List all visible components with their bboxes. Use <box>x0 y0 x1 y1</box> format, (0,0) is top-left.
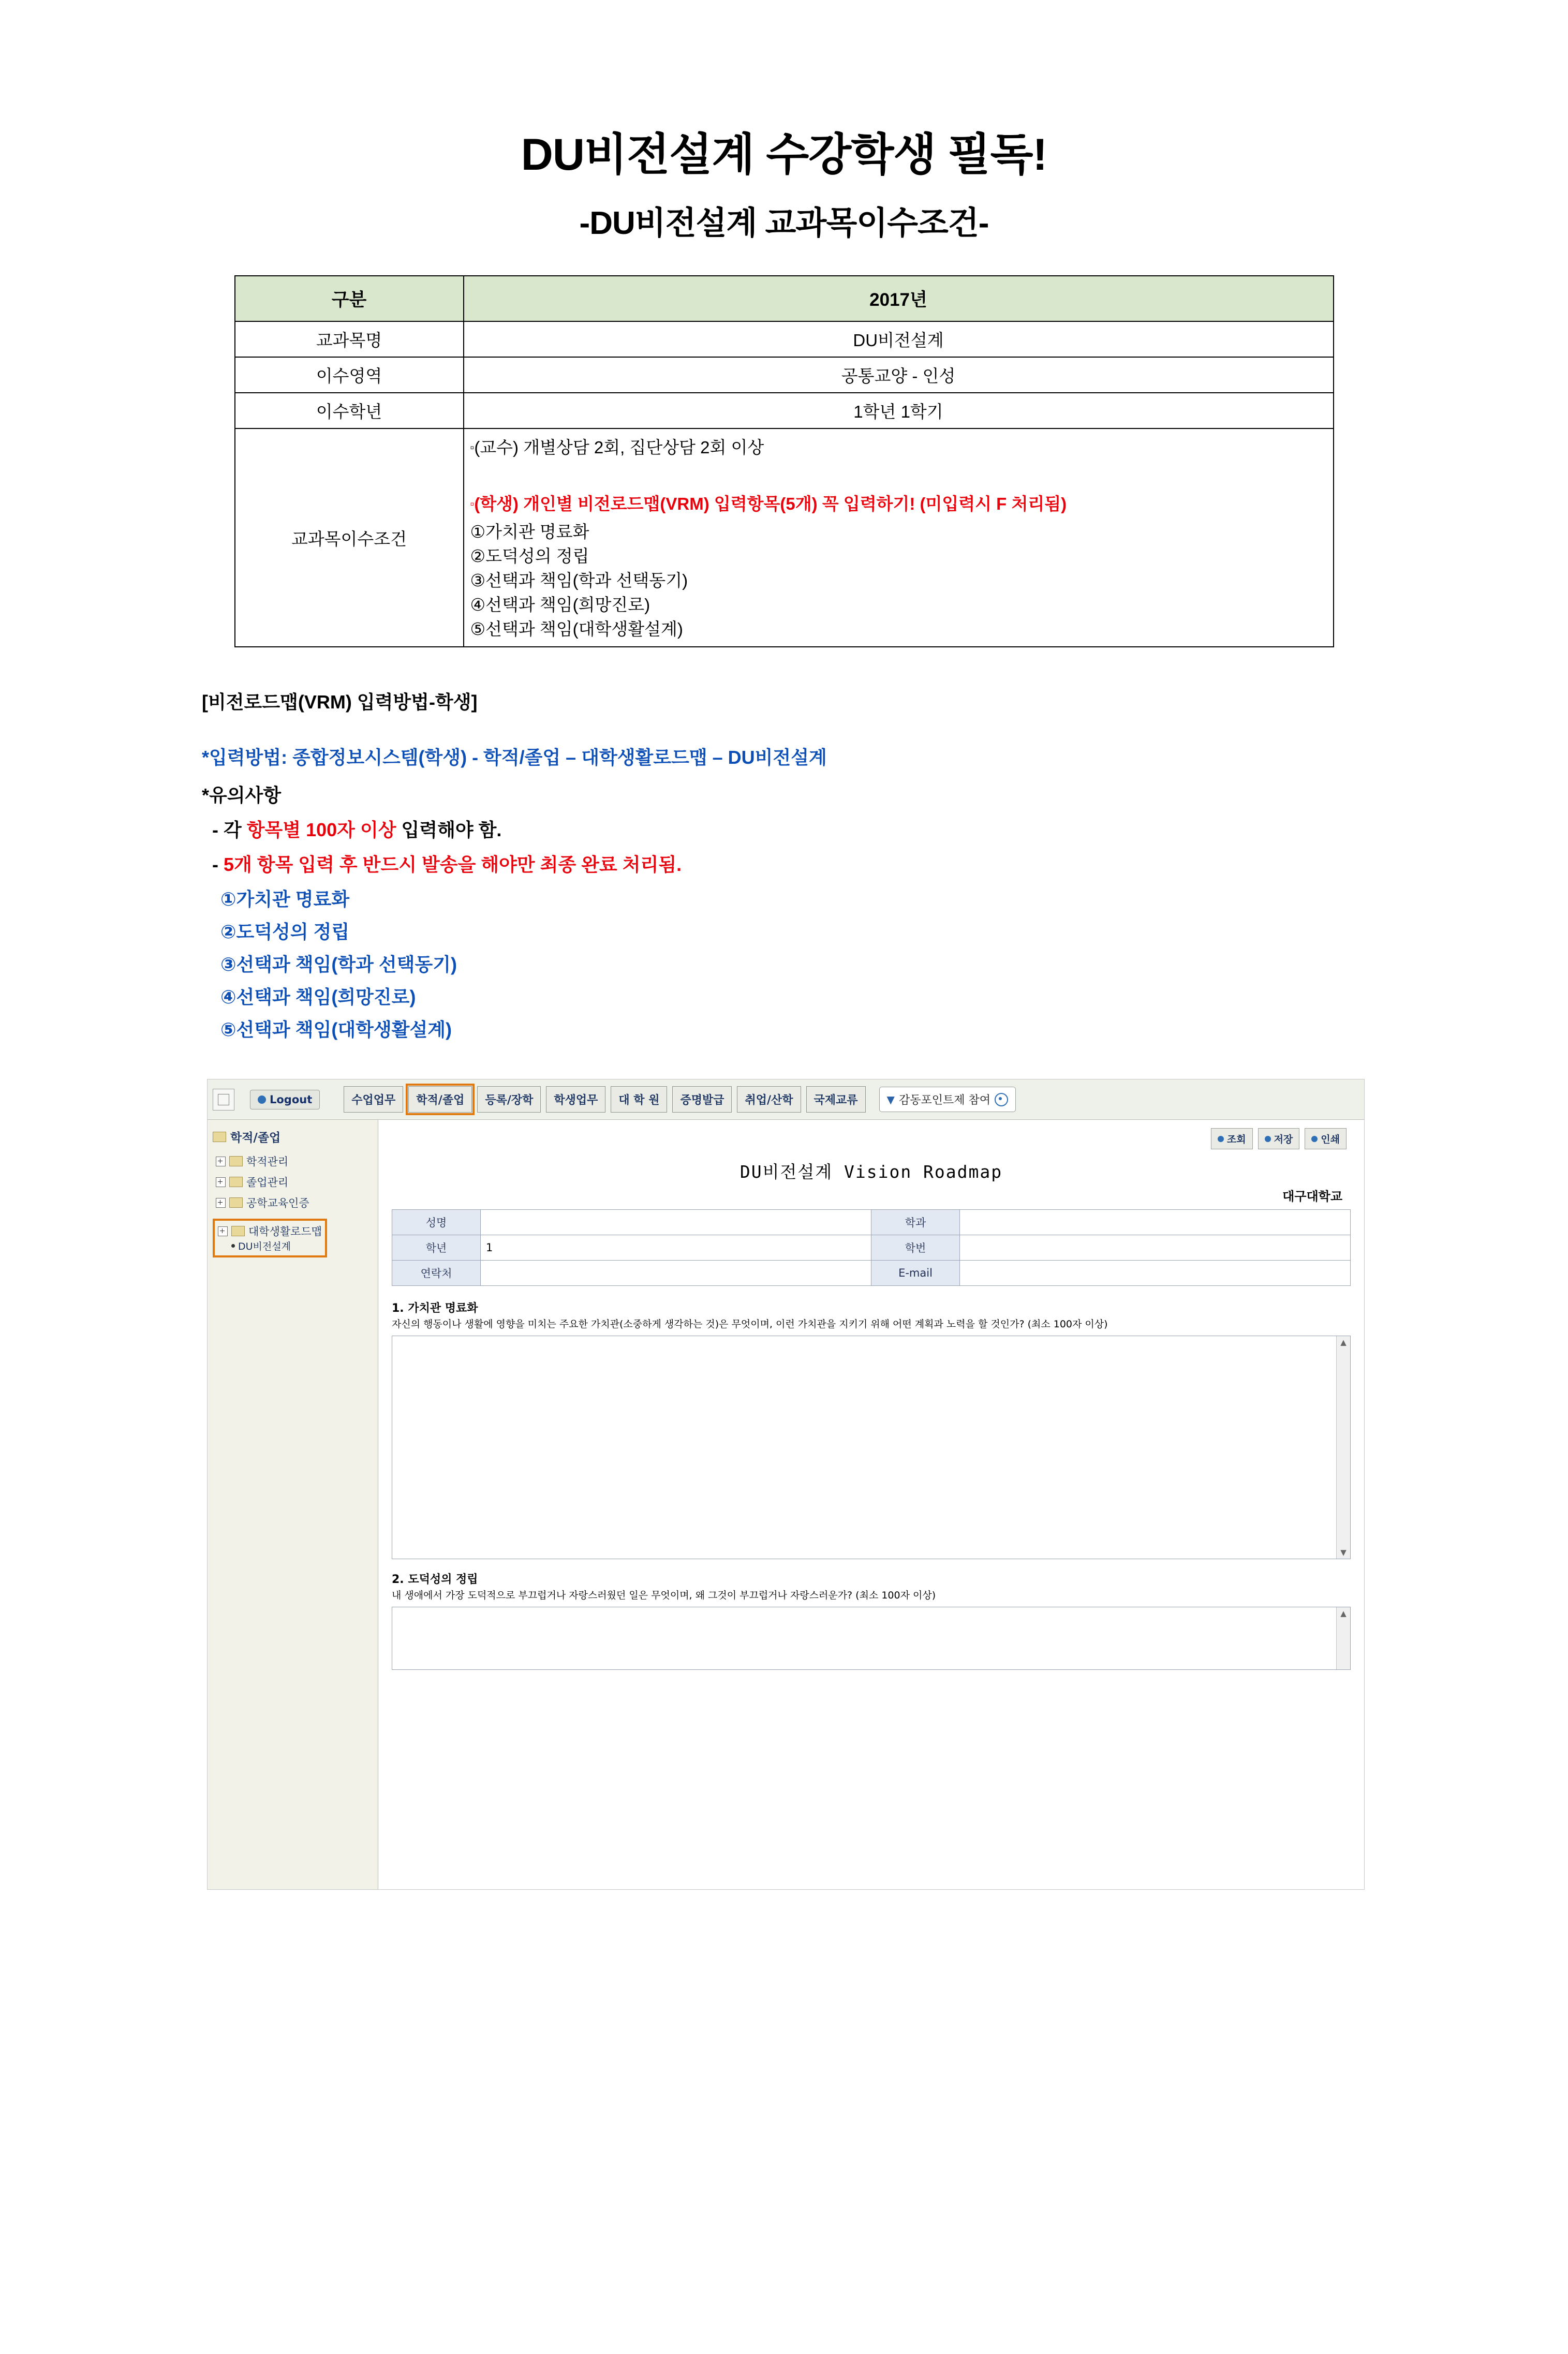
condition-student-line: ▫(학생) 개인별 비전로드맵(VRM) 입력항목(5개) 꼭 입력하기! (미입력시 F 처리됨) <box>470 494 1067 514</box>
content-pane <box>378 1120 1364 1889</box>
expand-plus-icon[interactable] <box>216 1157 226 1166</box>
square-bullet-icon: ▫ <box>470 497 475 511</box>
tree-leaf-du-vision[interactable]: DU비전설계 <box>231 1239 322 1253</box>
question-2-textarea[interactable] <box>392 1607 1351 1670</box>
search-icon <box>1218 1136 1224 1142</box>
question-1-heading: 1. 가치관 명료화 <box>392 1302 478 1315</box>
info-row <box>392 1235 1351 1261</box>
info-row <box>392 1210 1351 1235</box>
sidebar-tree <box>208 1120 378 1889</box>
row-label-condition: 교과목이수조건 <box>235 428 464 647</box>
notes-item: ②도덕성의 정립 <box>220 921 350 943</box>
question-1-textarea[interactable] <box>392 1336 1351 1559</box>
tree-item-records[interactable]: 학적관리 <box>216 1153 373 1169</box>
screenshot-topbar <box>208 1079 1364 1120</box>
condition-professor-line: ▫(교수) 개별상담 2회, 집단상담 2회 이상 <box>470 437 764 457</box>
tree-item-roadmap-highlight[interactable] <box>213 1219 327 1257</box>
notes-item: ④선택과 책임(희망진로) <box>220 986 416 1008</box>
question-2-description: 내 생애에서 가장 도덕적으로 부끄럽거나 자랑스러웠던 일은 무엇이며, 왜 그것이 부끄럽거나 자랑스러운가? (최소 100자 이상) <box>392 1590 936 1602</box>
scrollbar[interactable] <box>1336 1336 1350 1559</box>
folder-icon <box>229 1177 243 1187</box>
notes-caution-heading: *유의사항 <box>202 784 282 806</box>
header-cell-year: 2017년 <box>464 276 1334 321</box>
university-name: 대구대학교 <box>1282 1189 1342 1204</box>
info-label-name: 성명 <box>392 1210 481 1235</box>
menu-tab-class[interactable]: 수업업무 <box>344 1086 403 1113</box>
row-value-course-name: DU비전설계 <box>464 321 1334 357</box>
scroll-up-icon[interactable]: ▲ <box>1340 1609 1347 1619</box>
system-screenshot <box>207 1079 1365 1890</box>
tree-item-roadmap[interactable]: 대학생활로드맵 <box>218 1223 322 1239</box>
row-label-area: 이수영역 <box>235 357 464 393</box>
print-button[interactable]: 인쇄 <box>1305 1128 1347 1149</box>
scroll-down-icon[interactable]: ▼ <box>1340 1548 1347 1558</box>
info-label-contact: 연락처 <box>392 1261 481 1286</box>
table-row-condition <box>235 428 1334 647</box>
scrollbar[interactable] <box>1336 1607 1350 1669</box>
info-row <box>392 1261 1351 1286</box>
info-value-email[interactable] <box>960 1261 1351 1286</box>
condition-item: ③선택과 책임(학과 선택동기) <box>470 570 688 590</box>
page-subtitle: -DU비전설계 교과목이수조건- <box>579 205 989 241</box>
condition-item: ①가치관 명료화 <box>470 522 589 542</box>
expand-plus-icon[interactable] <box>216 1177 226 1187</box>
tree-item-abeek[interactable]: 공학교육인증 <box>216 1195 373 1210</box>
window-icon <box>213 1089 234 1111</box>
scroll-up-icon[interactable]: ▲ <box>1340 1338 1347 1348</box>
info-value-student-id[interactable] <box>960 1235 1351 1261</box>
toolbar-buttons <box>392 1128 1347 1149</box>
folder-icon <box>213 1132 226 1142</box>
table-row <box>235 393 1334 428</box>
notes-item: ⑤선택과 책임(대학생활설계) <box>220 1019 452 1041</box>
info-value-contact[interactable] <box>481 1261 871 1286</box>
menu-tab-academic-graduation[interactable]: 학적/졸업 <box>408 1086 472 1113</box>
table-row <box>235 321 1334 357</box>
notes-caution-2: - 5개 항목 입력 후 반드시 발송을 해야만 최종 완료 처리됨. <box>212 854 682 876</box>
notes-item: ③선택과 책임(학과 선택동기) <box>220 954 457 975</box>
folder-icon <box>229 1156 243 1166</box>
info-label-student-id: 학번 <box>871 1235 960 1261</box>
condition-item: ④선택과 책임(희망진로) <box>470 595 650 614</box>
page-title: DU비전설계 수강학생 필독! <box>521 130 1047 180</box>
condition-item: ⑤선택과 책임(대학생활설계) <box>470 619 683 639</box>
notes-heading: [비전로드맵(VRM) 입력방법-학생] <box>202 691 478 713</box>
row-label-course-name: 교과목명 <box>235 321 464 357</box>
folder-icon <box>229 1197 243 1208</box>
chevron-down-icon: ▼ <box>886 1093 895 1106</box>
menu-tab-international[interactable]: 국제교류 <box>806 1086 866 1113</box>
folder-icon <box>231 1226 245 1236</box>
square-bullet-icon: ▫ <box>470 440 475 454</box>
screenshot-body <box>208 1120 1364 1889</box>
student-info-table <box>392 1209 1351 1286</box>
menu-tab-employment[interactable]: 취업/산학 <box>737 1086 801 1113</box>
document-page <box>0 129 1568 2354</box>
info-label-email: E-mail <box>871 1261 960 1286</box>
info-label-grade: 학년 <box>392 1235 481 1261</box>
save-button[interactable]: 저장 <box>1258 1128 1300 1149</box>
row-value-area: 공통교양 - 인성 <box>464 357 1334 393</box>
save-icon <box>1265 1136 1271 1142</box>
tree-root-academic[interactable]: 학적/졸업 <box>213 1128 373 1145</box>
table-header-row <box>235 276 1334 321</box>
form-title: DU비전설계 Vision Roadmap <box>739 1162 1003 1182</box>
question-2-heading: 2. 도덕성의 정립 <box>392 1573 478 1587</box>
logout-button[interactable]: Logout <box>250 1090 320 1109</box>
notes-caution-1: - 각 항목별 100자 이상 입력해야 함. <box>212 819 502 841</box>
info-value-department[interactable] <box>960 1210 1351 1235</box>
notes-item: ①가치관 명료화 <box>220 889 350 910</box>
table-row <box>235 357 1334 393</box>
info-value-name[interactable] <box>481 1210 871 1235</box>
info-value-grade[interactable]: 1 <box>481 1235 871 1261</box>
header-cell-division: 구분 <box>235 276 464 321</box>
bullet-icon <box>231 1244 235 1248</box>
row-label-grade: 이수학년 <box>235 393 464 428</box>
row-value-condition <box>464 428 1334 647</box>
search-button[interactable]: 조회 <box>1211 1128 1253 1149</box>
question-1-description: 자신의 행동이나 생활에 영향을 미치는 주요한 가치관(소중하게 생각하는 것)은 무엇이며, 이런 가치관을 지키기 위해 어떤 계획과 노력을 할 것인가? (최소 100자 이상) <box>392 1319 1108 1330</box>
menu-tab-registration[interactable]: 등록/장학 <box>477 1086 541 1113</box>
info-label-department: 학과 <box>871 1210 960 1235</box>
target-icon <box>995 1093 1008 1106</box>
condition-item: ②도덕성의 정립 <box>470 546 589 566</box>
course-condition-table <box>234 275 1334 648</box>
row-value-grade: 1학년 1학기 <box>464 393 1334 428</box>
emotion-point-button[interactable]: ▼ 감동포인트제 참여 <box>879 1087 1016 1112</box>
tree-item-graduation[interactable]: 졸업관리 <box>216 1174 373 1190</box>
notes-section <box>202 688 1392 1042</box>
menu-tab-student-affairs[interactable]: 학생업무 <box>546 1086 605 1113</box>
printer-icon <box>1311 1136 1318 1142</box>
expand-plus-icon[interactable] <box>216 1198 226 1208</box>
menu-tab-certificates[interactable]: 증명발급 <box>672 1086 732 1113</box>
notes-method: *입력방법: 종합정보시스템(학생) - 학적/졸업 – 대학생활로드맵 – DU비전설계 <box>202 747 827 768</box>
logout-icon <box>258 1095 266 1104</box>
menu-tab-graduate-school[interactable]: 대 학 원 <box>611 1086 667 1113</box>
menu-tab-list <box>344 1086 1016 1113</box>
expand-plus-icon[interactable] <box>218 1226 228 1236</box>
